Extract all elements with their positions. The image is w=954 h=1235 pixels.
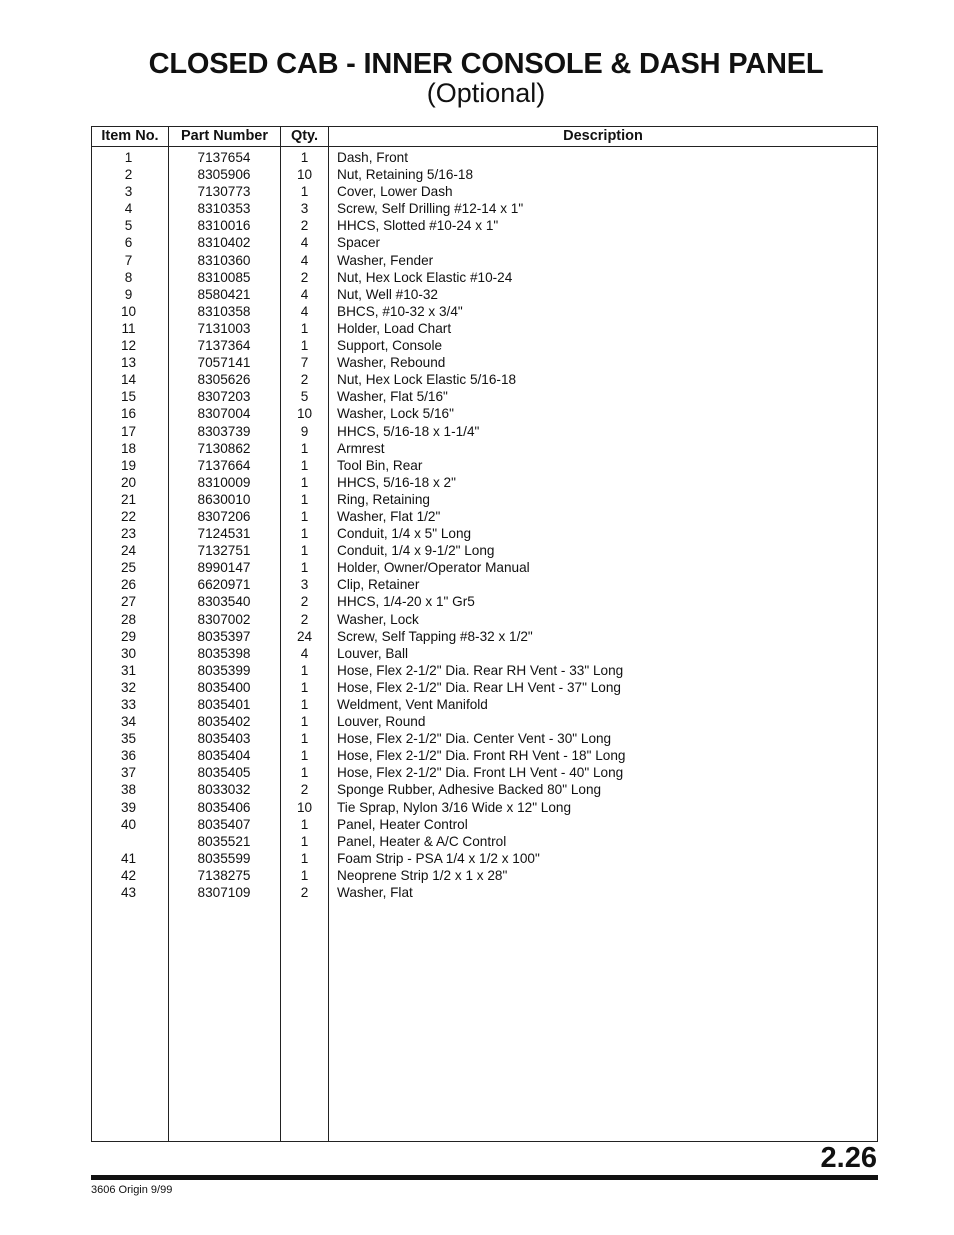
- page-subtitle: (Optional): [426, 78, 546, 108]
- footer-rule: [91, 1175, 878, 1180]
- quantity: 1: [300, 850, 309, 866]
- part-number: 8035398: [197, 645, 251, 661]
- part-number: 8630010: [197, 491, 251, 507]
- quantity: 1: [300, 338, 309, 354]
- quantity: 4: [300, 235, 309, 251]
- part-number: 8580421: [197, 286, 251, 302]
- part-number: 8035404: [197, 748, 251, 764]
- part-number: 8310402: [197, 235, 251, 251]
- quantity: 1: [300, 816, 309, 832]
- description: Panel, Heater & A/C Control: [337, 833, 507, 849]
- part-number: 8035521: [197, 833, 251, 849]
- description: Washer, Flat 1/2": [337, 508, 441, 524]
- table-row: [92, 696, 877, 713]
- part-number: 7131003: [197, 320, 251, 336]
- table-row: [92, 730, 877, 747]
- item-number: 39: [120, 799, 137, 815]
- description: HHCS, Slotted #10-24 x 1": [337, 218, 499, 234]
- item-number: 6: [124, 235, 133, 251]
- quantity: 1: [300, 560, 309, 576]
- quantity: 1: [300, 748, 309, 764]
- table-row: [92, 679, 877, 696]
- quantity: 2: [300, 611, 309, 627]
- item-number: 9: [124, 286, 133, 302]
- quantity: 4: [300, 645, 309, 661]
- table-row: [92, 850, 877, 867]
- part-number: 8307203: [197, 389, 251, 405]
- table-row: [92, 867, 877, 884]
- item-number: 13: [120, 355, 137, 371]
- item-number: 17: [120, 423, 137, 439]
- part-number: 8310353: [197, 201, 251, 217]
- quantity: 1: [300, 320, 309, 336]
- description: Weldment, Vent Manifold: [337, 697, 488, 712]
- item-number: 32: [120, 679, 137, 695]
- quantity: 2: [300, 594, 309, 610]
- table-row: [92, 234, 877, 251]
- part-number: 8035400: [197, 679, 251, 695]
- item-number: 33: [120, 697, 137, 712]
- part-number: 7130773: [197, 184, 251, 200]
- quantity: 4: [300, 252, 309, 268]
- item-number: 11: [121, 320, 136, 336]
- table-row: [92, 525, 877, 542]
- quantity: 10: [296, 406, 313, 422]
- part-number: 8307002: [197, 611, 251, 627]
- table-row: [92, 713, 877, 730]
- item-number: 16: [120, 406, 137, 422]
- header-part-number: Part Number: [180, 128, 269, 144]
- quantity: 1: [300, 697, 309, 712]
- table-row: [92, 166, 877, 183]
- part-number: 8035407: [197, 816, 251, 832]
- table-row: [92, 884, 877, 901]
- description: Spacer: [337, 235, 381, 251]
- quantity: 1: [300, 833, 309, 849]
- part-number: 8310016: [197, 218, 251, 234]
- quantity: 2: [300, 885, 309, 901]
- table-row: [92, 269, 877, 286]
- description: HHCS, 5/16-18 x 2": [337, 474, 456, 490]
- description: Hose, Flex 2-1/2" Dia. Front LH Vent - 40" Long: [337, 765, 624, 781]
- description: Nut, Hex Lock Elastic 5/16-18: [337, 372, 517, 388]
- table-row: [92, 781, 877, 798]
- quantity: 1: [300, 731, 309, 747]
- page-number: 2.26: [820, 1142, 877, 1174]
- item-number: 22: [120, 508, 137, 524]
- table-row: [92, 423, 877, 440]
- quantity: 4: [300, 303, 309, 319]
- part-number: 8033032: [197, 782, 251, 798]
- quantity: 7: [300, 355, 309, 371]
- table-row: [92, 183, 877, 200]
- quantity: 1: [300, 526, 309, 542]
- description: Clip, Retainer: [337, 577, 420, 593]
- table-row: [92, 149, 877, 166]
- quantity: 1: [300, 457, 309, 473]
- description: Screw, Self Tapping #8-32 x 1/2": [337, 628, 533, 644]
- description: Hose, Flex 2-1/2" Dia. Center Vent - 30" Long: [337, 731, 612, 747]
- table-row: [92, 371, 877, 388]
- description: Dash, Front: [337, 150, 409, 165]
- quantity: 2: [300, 372, 309, 388]
- description: Washer, Lock 5/16": [337, 406, 454, 422]
- description: Tool Bin, Rear: [337, 457, 423, 473]
- table-row: [92, 576, 877, 593]
- parts-table: [91, 126, 878, 1142]
- header-description: Description: [563, 128, 643, 144]
- part-number: 7130862: [197, 440, 251, 456]
- table-row: [92, 388, 877, 405]
- description: Armrest: [337, 440, 385, 456]
- item-number: 43: [120, 885, 137, 901]
- item-number: 19: [120, 457, 137, 473]
- part-number: 7137664: [197, 457, 251, 473]
- description: Conduit, 1/4 x 9-1/2" Long: [337, 543, 495, 559]
- item-number: 40: [120, 816, 137, 832]
- item-number: 36: [120, 748, 137, 764]
- description: Neoprene Strip 1/2 x 1 x 28": [337, 867, 508, 883]
- quantity: 2: [300, 782, 309, 798]
- item-number: 21: [120, 491, 137, 507]
- part-number: 8310009: [197, 474, 251, 490]
- quantity: 3: [300, 577, 309, 593]
- part-number: 8305626: [197, 372, 251, 388]
- quantity: 1: [300, 543, 309, 559]
- quantity: 2: [300, 218, 309, 234]
- item-number: 23: [120, 526, 137, 542]
- item-number: 4: [124, 201, 133, 217]
- item-number: 34: [120, 714, 137, 730]
- description: Hose, Flex 2-1/2" Dia. Rear RH Vent - 33" Long: [337, 662, 624, 678]
- description: Screw, Self Drilling #12-14 x 1": [337, 201, 524, 217]
- quantity: 3: [300, 201, 309, 217]
- part-number: 8035399: [197, 662, 251, 678]
- table-row: [92, 217, 877, 234]
- item-number: 1: [124, 150, 133, 165]
- item-number: 14: [120, 372, 137, 388]
- description: Washer, Fender: [337, 252, 434, 268]
- quantity: 1: [300, 508, 309, 524]
- description: Sponge Rubber, Adhesive Backed 80" Long: [337, 782, 602, 798]
- description: Tie Sprap, Nylon 3/16 Wide x 12" Long: [337, 799, 572, 815]
- table-row: [92, 816, 877, 833]
- quantity: 1: [300, 714, 309, 730]
- item-number: 15: [120, 389, 137, 405]
- item-number: 25: [120, 560, 137, 576]
- quantity: 1: [300, 679, 309, 695]
- item-number: 18: [120, 440, 137, 456]
- page-title: CLOSED CAB - INNER CONSOLE & DASH PANEL: [148, 48, 824, 80]
- header-item-no: Item No.: [101, 128, 159, 144]
- description: Nut, Hex Lock Elastic #10-24: [337, 269, 513, 285]
- quantity: 1: [300, 184, 309, 200]
- quantity: 1: [300, 474, 309, 490]
- quantity: 9: [300, 423, 309, 439]
- part-number: 8035402: [197, 714, 251, 730]
- description: Holder, Owner/Operator Manual: [337, 560, 530, 576]
- part-number: 8310085: [197, 269, 251, 285]
- quantity: 1: [300, 150, 309, 165]
- quantity: 2: [300, 269, 309, 285]
- part-number: 6620971: [197, 577, 251, 593]
- item-number: 38: [120, 782, 137, 798]
- description: Washer, Flat 5/16": [337, 389, 448, 405]
- quantity: 1: [300, 440, 309, 456]
- description: Louver, Round: [337, 714, 426, 730]
- item-number: 37: [120, 765, 137, 781]
- table-row: [92, 474, 877, 491]
- table-row: [92, 662, 877, 679]
- description: Conduit, 1/4 x 5" Long: [337, 526, 472, 542]
- description: BHCS, #10-32 x 3/4": [337, 303, 463, 319]
- table-row: [92, 200, 877, 217]
- header-qty: Qty.: [290, 128, 319, 144]
- part-number: 7124531: [197, 526, 251, 542]
- description: Cover, Lower Dash: [337, 184, 453, 200]
- table-row: [92, 764, 877, 781]
- item-number: 24: [120, 543, 137, 559]
- part-number: 8035401: [197, 697, 251, 712]
- table-row: [92, 320, 877, 337]
- description: Foam Strip - PSA 1/4 x 1/2 x 100": [337, 850, 540, 866]
- item-number: 28: [120, 611, 137, 627]
- item-number: 7: [124, 252, 133, 268]
- description: Holder, Load Chart: [337, 320, 452, 336]
- part-number: 7137654: [197, 150, 251, 165]
- item-number: 8: [124, 269, 133, 285]
- part-number: 7138275: [197, 867, 251, 883]
- quantity: 1: [300, 867, 309, 883]
- part-number: 8035405: [197, 765, 251, 781]
- part-number: 8307206: [197, 508, 251, 524]
- item-number: 35: [120, 731, 137, 747]
- part-number: 8990147: [197, 560, 251, 576]
- description: Nut, Well #10-32: [337, 286, 438, 302]
- header-divider: [92, 146, 877, 147]
- item-number: 30: [120, 645, 137, 661]
- part-number: 8305906: [197, 167, 251, 183]
- part-number: 8307109: [197, 885, 251, 901]
- item-number: 26: [120, 577, 137, 593]
- table-row: [92, 833, 877, 850]
- part-number: 8303739: [197, 423, 251, 439]
- part-number: 8310360: [197, 252, 251, 268]
- table-row: [92, 593, 877, 610]
- table-body: [92, 149, 877, 901]
- item-number: 10: [120, 303, 137, 319]
- part-number: 7057141: [197, 355, 251, 371]
- table-row: [92, 303, 877, 320]
- quantity: 1: [300, 765, 309, 781]
- item-number: 27: [120, 594, 137, 610]
- description: Hose, Flex 2-1/2" Dia. Rear LH Vent - 37" Long: [337, 679, 621, 695]
- quantity: 1: [300, 491, 309, 507]
- description: Washer, Rebound: [337, 355, 446, 371]
- description: Support, Console: [337, 338, 443, 354]
- description: HHCS, 1/4-20 x 1" Gr5: [337, 594, 475, 610]
- table-row: [92, 491, 877, 508]
- item-number: 3: [124, 184, 133, 200]
- item-number: 42: [120, 867, 137, 883]
- footer-text: 3606 Origin 9/99: [91, 1184, 173, 1196]
- table-row: [92, 628, 877, 645]
- description: Hose, Flex 2-1/2" Dia. Front RH Vent - 18" Long: [337, 748, 626, 764]
- table-row: [92, 611, 877, 628]
- part-number: 8035403: [197, 731, 251, 747]
- table-row: [92, 337, 877, 354]
- table-row: [92, 799, 877, 816]
- description: Ring, Retaining: [337, 491, 430, 507]
- item-number: 29: [120, 628, 137, 644]
- part-number: 8310358: [197, 303, 251, 319]
- part-number: 8035599: [197, 850, 251, 866]
- description: Panel, Heater Control: [337, 816, 468, 832]
- table-row: [92, 542, 877, 559]
- part-number: 8303540: [197, 594, 251, 610]
- part-number: 7137364: [197, 338, 251, 354]
- table-row: [92, 354, 877, 371]
- item-number: 5: [124, 218, 133, 234]
- item-number: 41: [120, 850, 137, 866]
- description: Washer, Flat: [337, 885, 413, 901]
- description: HHCS, 5/16-18 x 1-1/4": [337, 423, 480, 439]
- table-row: [92, 508, 877, 525]
- table-row: [92, 747, 877, 764]
- quantity: 10: [296, 799, 313, 815]
- quantity: 10: [296, 167, 313, 183]
- quantity: 5: [300, 389, 309, 405]
- table-row: [92, 286, 877, 303]
- description: Louver, Ball: [337, 645, 409, 661]
- quantity: 24: [296, 628, 313, 644]
- item-number: 20: [120, 474, 137, 490]
- part-number: 8307004: [197, 406, 251, 422]
- table-row: [92, 405, 877, 422]
- table-row: [92, 645, 877, 662]
- table-row: [92, 457, 877, 474]
- part-number: 7132751: [197, 543, 251, 559]
- table-row: [92, 252, 877, 269]
- part-number: 8035406: [197, 799, 251, 815]
- description: Nut, Retaining 5/16-18: [337, 167, 474, 183]
- item-number: 2: [124, 167, 133, 183]
- quantity: 4: [300, 286, 309, 302]
- table-row: [92, 559, 877, 576]
- part-number: 8035397: [197, 628, 251, 644]
- item-number: 31: [120, 662, 137, 678]
- description: Washer, Lock: [337, 611, 419, 627]
- table-row: [92, 440, 877, 457]
- item-number: 12: [120, 338, 137, 354]
- quantity: 1: [300, 662, 309, 678]
